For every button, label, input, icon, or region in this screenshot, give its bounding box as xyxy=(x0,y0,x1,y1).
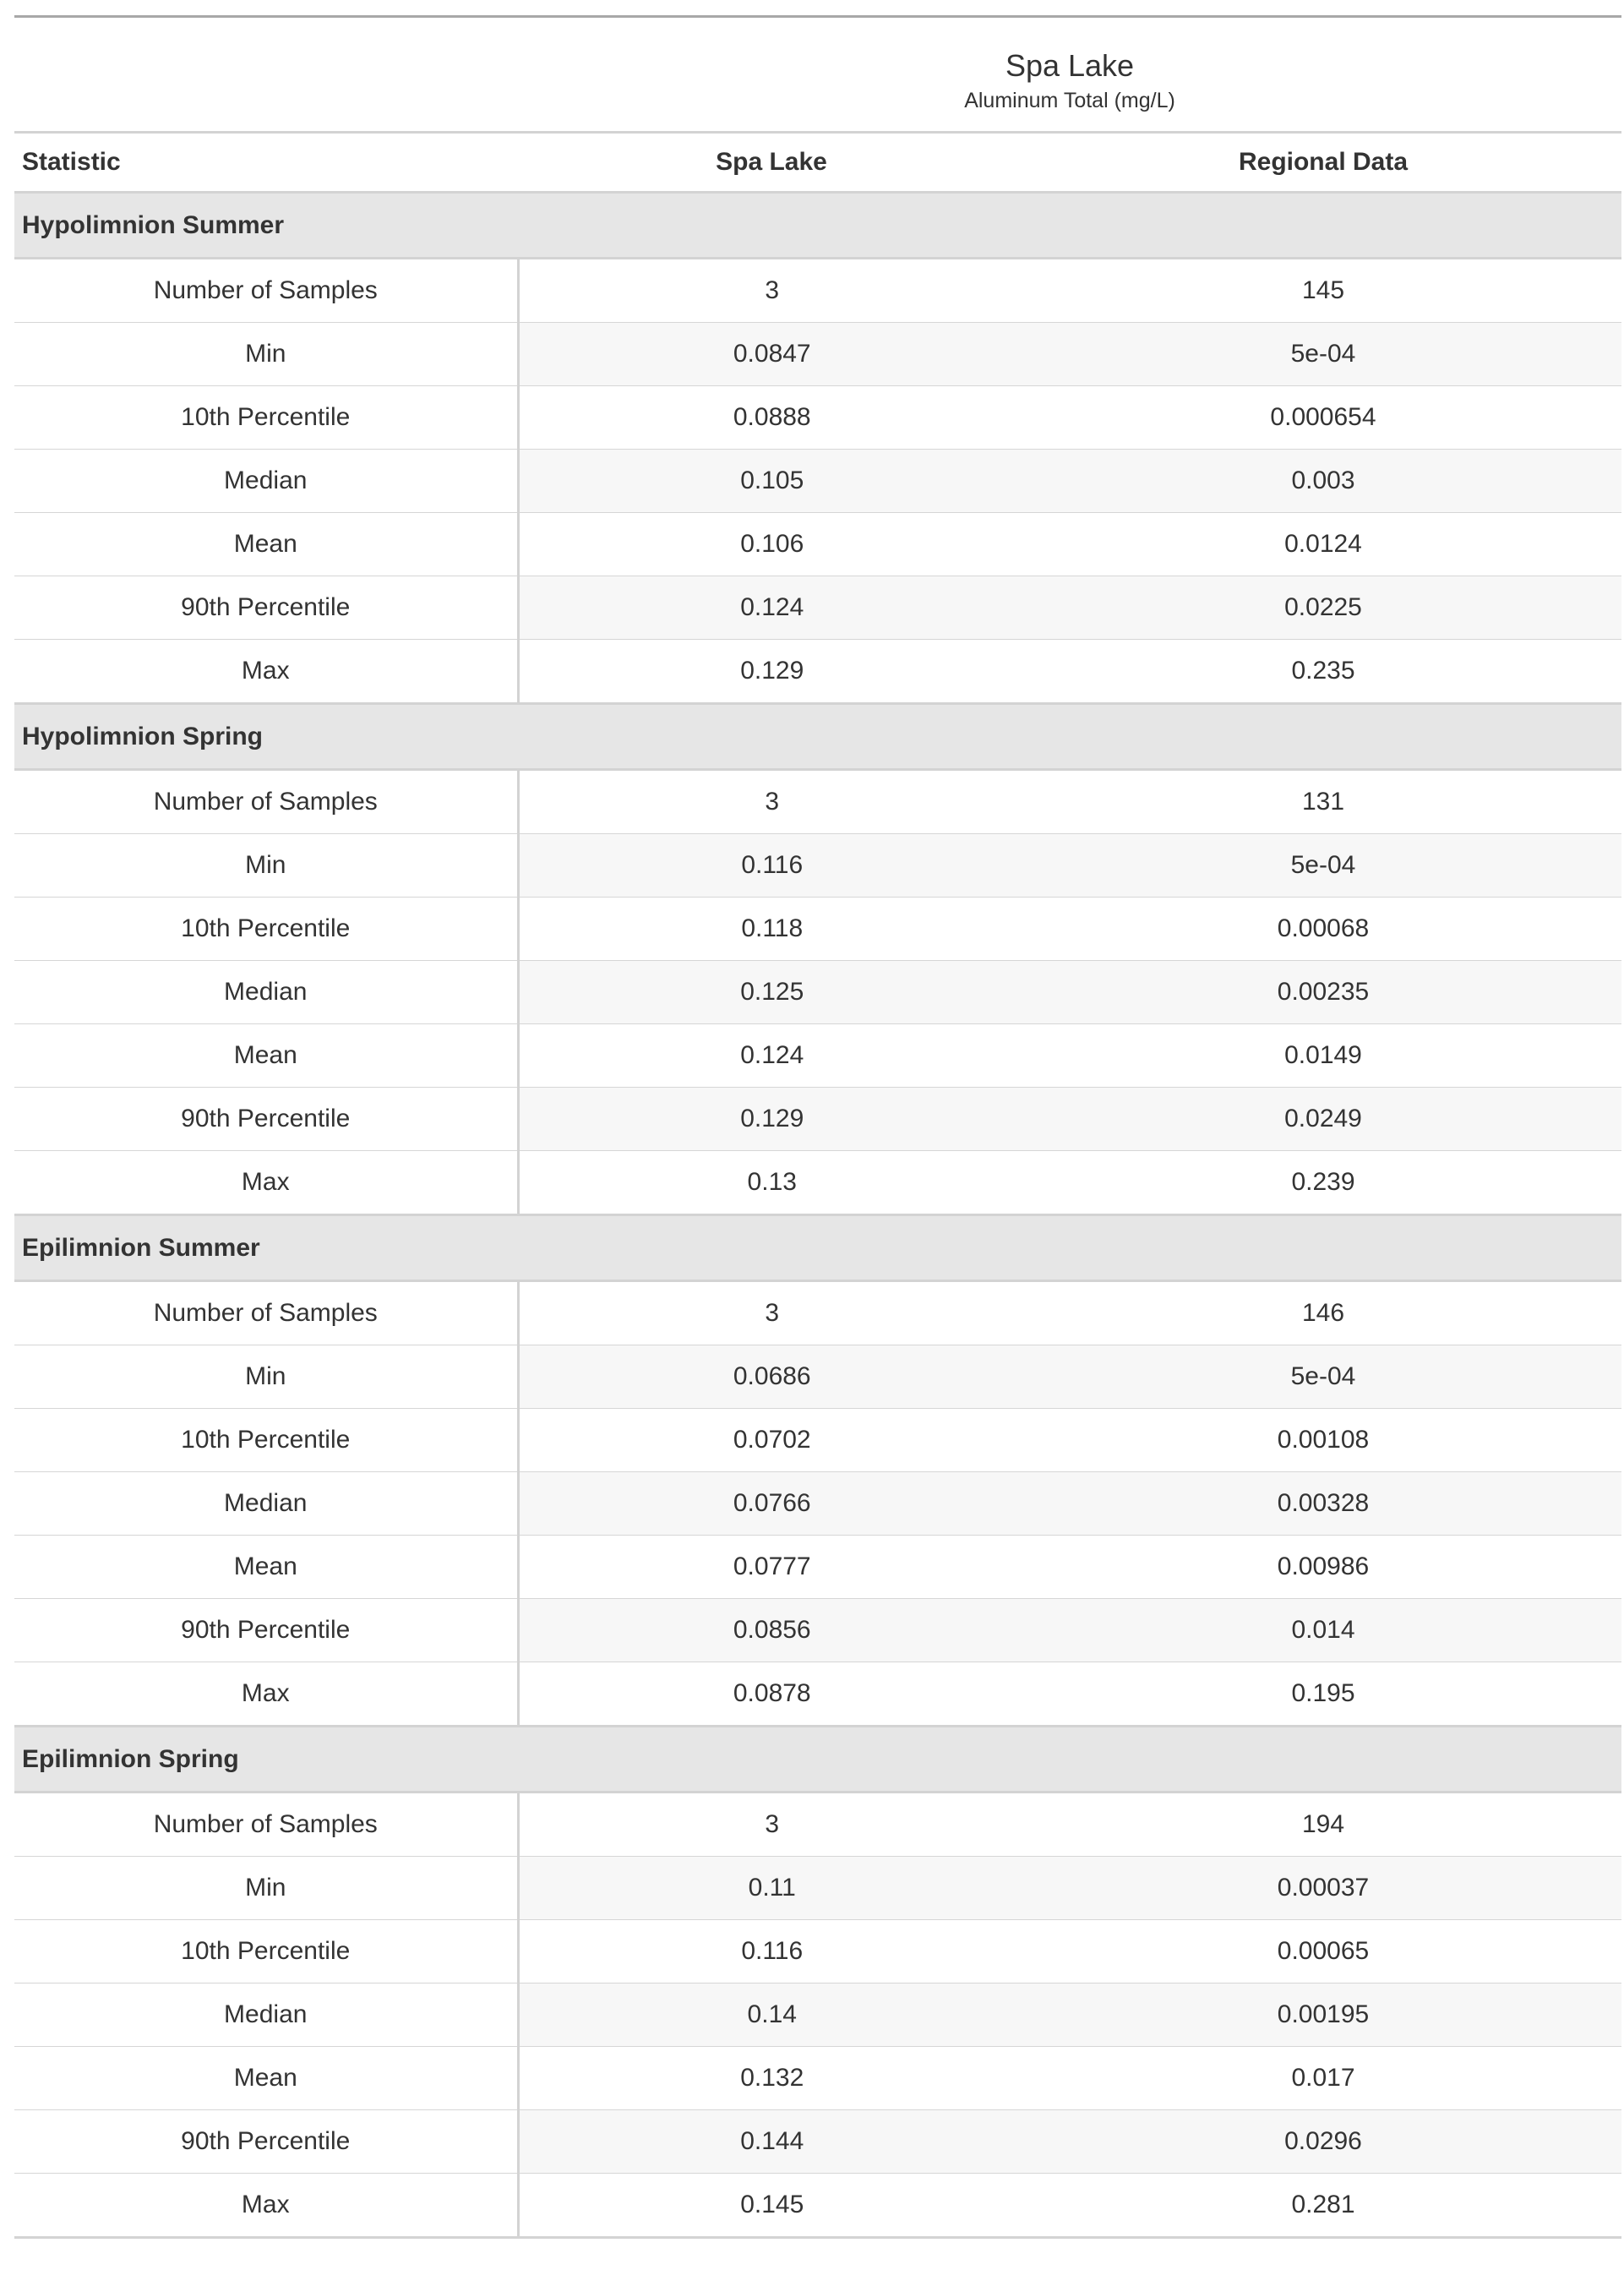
site-value-cell: 0.118 xyxy=(518,898,1025,961)
statistic-cell: Min xyxy=(14,1857,518,1920)
group-header-row xyxy=(14,1215,1621,1281)
regional-value-cell: 0.000654 xyxy=(1025,386,1621,450)
table-row xyxy=(14,834,1621,898)
table-row xyxy=(14,1536,1621,1599)
table-row xyxy=(14,1151,1621,1215)
regional-value-cell: 0.195 xyxy=(1025,1662,1621,1727)
site-value-cell: 3 xyxy=(518,770,1025,834)
statistic-cell: Median xyxy=(14,1984,518,2047)
statistic-cell: 10th Percentile xyxy=(14,898,518,961)
regional-value-cell: 0.00065 xyxy=(1025,1920,1621,1984)
statistic-cell: 10th Percentile xyxy=(14,1920,518,1984)
table-row xyxy=(14,259,1621,323)
statistic-cell: Number of Samples xyxy=(14,1793,518,1857)
statistic-cell: Min xyxy=(14,834,518,898)
site-value-cell: 0.132 xyxy=(518,2047,1025,2110)
table-row xyxy=(14,1984,1621,2047)
site-value-cell: 0.13 xyxy=(518,1151,1025,1215)
site-value-cell: 0.144 xyxy=(518,2110,1025,2174)
regional-value-cell: 0.00235 xyxy=(1025,961,1621,1024)
table-row xyxy=(14,898,1621,961)
regional-value-cell: 5e-04 xyxy=(1025,323,1621,386)
regional-value-cell: 145 xyxy=(1025,259,1621,323)
table-row xyxy=(14,1345,1621,1409)
table-row xyxy=(14,770,1621,834)
site-value-cell: 0.0888 xyxy=(518,386,1025,450)
site-value-cell: 0.11 xyxy=(518,1857,1025,1920)
table-row xyxy=(14,1857,1621,1920)
regional-value-cell: 0.00068 xyxy=(1025,898,1621,961)
regional-value-cell: 0.281 xyxy=(1025,2174,1621,2238)
table-row xyxy=(14,576,1621,640)
regional-value-cell: 0.235 xyxy=(1025,640,1621,704)
site-value-cell: 3 xyxy=(518,259,1025,323)
statistic-cell: Number of Samples xyxy=(14,770,518,834)
regional-value-cell: 0.0225 xyxy=(1025,576,1621,640)
site-value-cell: 0.0856 xyxy=(518,1599,1025,1662)
statistic-cell: Max xyxy=(14,1151,518,1215)
group-header-row xyxy=(14,193,1621,259)
regional-value-cell: 0.014 xyxy=(1025,1599,1621,1662)
site-value-cell: 0.106 xyxy=(518,513,1025,576)
regional-value-cell: 0.017 xyxy=(1025,2047,1621,2110)
regional-value-cell: 0.239 xyxy=(1025,1151,1621,1215)
statistic-cell: Max xyxy=(14,640,518,704)
site-value-cell: 0.0702 xyxy=(518,1409,1025,1472)
regional-value-cell: 0.0124 xyxy=(1025,513,1621,576)
statistic-cell: 10th Percentile xyxy=(14,1409,518,1472)
table-row xyxy=(14,2110,1621,2174)
site-value-cell: 0.0847 xyxy=(518,323,1025,386)
table-row xyxy=(14,1793,1621,1857)
site-value-cell: 0.0878 xyxy=(518,1662,1025,1727)
site-value-cell: 0.129 xyxy=(518,640,1025,704)
statistic-cell: Max xyxy=(14,2174,518,2238)
table-body xyxy=(14,193,1621,2238)
table-row xyxy=(14,1662,1621,1727)
site-value-cell: 0.124 xyxy=(518,1024,1025,1088)
statistic-cell: Median xyxy=(14,1472,518,1536)
group-label: Hypolimnion Spring xyxy=(14,704,1621,770)
statistic-cell: 90th Percentile xyxy=(14,1088,518,1151)
statistic-cell: Min xyxy=(14,1345,518,1409)
group-label: Hypolimnion Summer xyxy=(14,193,1621,259)
regional-value-cell: 0.003 xyxy=(1025,450,1621,513)
table-row xyxy=(14,450,1621,513)
table-row xyxy=(14,323,1621,386)
table-row xyxy=(14,1409,1621,1472)
table-title: Spa Lake xyxy=(1005,48,1135,83)
table-row xyxy=(14,2047,1621,2110)
table-row xyxy=(14,2174,1621,2238)
regional-value-cell: 0.00108 xyxy=(1025,1409,1621,1472)
statistic-cell: 10th Percentile xyxy=(14,386,518,450)
regional-value-cell: 194 xyxy=(1025,1793,1621,1857)
column-header-row xyxy=(14,133,1621,193)
site-value-cell: 0.125 xyxy=(518,961,1025,1024)
statistic-cell: Max xyxy=(14,1662,518,1727)
regional-value-cell: 5e-04 xyxy=(1025,1345,1621,1409)
statistic-cell: Mean xyxy=(14,1024,518,1088)
group-header-row xyxy=(14,704,1621,770)
regional-value-cell: 5e-04 xyxy=(1025,834,1621,898)
table-row xyxy=(14,1472,1621,1536)
stats-table-container xyxy=(14,15,1621,2239)
statistic-cell: Median xyxy=(14,961,518,1024)
regional-value-cell: 146 xyxy=(1025,1281,1621,1345)
statistic-cell: Median xyxy=(14,450,518,513)
group-header-row xyxy=(14,1727,1621,1793)
table-row xyxy=(14,513,1621,576)
site-value-cell: 0.0777 xyxy=(518,1536,1025,1599)
statistic-cell: Mean xyxy=(14,513,518,576)
column-header-site: Spa Lake xyxy=(518,133,1025,193)
statistic-cell: Number of Samples xyxy=(14,1281,518,1345)
site-value-cell: 3 xyxy=(518,1281,1025,1345)
table-subtitle: Aluminum Total (mg/L) xyxy=(518,89,1621,133)
table-row xyxy=(14,961,1621,1024)
column-header-statistic: Statistic xyxy=(14,133,518,193)
regional-value-cell: 0.0249 xyxy=(1025,1088,1621,1151)
site-value-cell: 0.116 xyxy=(518,834,1025,898)
summary-statistics-table xyxy=(14,15,1621,2239)
regional-value-cell: 0.00195 xyxy=(1025,1984,1621,2047)
table-title-row xyxy=(14,17,1621,90)
table-row xyxy=(14,1088,1621,1151)
site-value-cell: 0.0766 xyxy=(518,1472,1025,1536)
column-header-regional: Regional Data xyxy=(1025,133,1621,193)
table-row xyxy=(14,386,1621,450)
site-value-cell: 0.14 xyxy=(518,1984,1025,2047)
group-label: Epilimnion Spring xyxy=(14,1727,1621,1793)
statistic-cell: Min xyxy=(14,323,518,386)
statistic-cell: Mean xyxy=(14,2047,518,2110)
regional-value-cell: 0.00986 xyxy=(1025,1536,1621,1599)
site-value-cell: 3 xyxy=(518,1793,1025,1857)
table-row xyxy=(14,1281,1621,1345)
site-value-cell: 0.116 xyxy=(518,1920,1025,1984)
table-subtitle-row xyxy=(14,89,1621,133)
site-value-cell: 0.145 xyxy=(518,2174,1025,2238)
table-row xyxy=(14,640,1621,704)
site-value-cell: 0.124 xyxy=(518,576,1025,640)
table-row xyxy=(14,1920,1621,1984)
table-row xyxy=(14,1599,1621,1662)
statistic-cell: Mean xyxy=(14,1536,518,1599)
site-value-cell: 0.129 xyxy=(518,1088,1025,1151)
site-value-cell: 0.105 xyxy=(518,450,1025,513)
statistic-cell: 90th Percentile xyxy=(14,576,518,640)
group-label: Epilimnion Summer xyxy=(14,1215,1621,1281)
statistic-cell: 90th Percentile xyxy=(14,2110,518,2174)
table-row xyxy=(14,1024,1621,1088)
regional-value-cell: 0.00328 xyxy=(1025,1472,1621,1536)
regional-value-cell: 131 xyxy=(1025,770,1621,834)
statistic-cell: Number of Samples xyxy=(14,259,518,323)
regional-value-cell: 0.0149 xyxy=(1025,1024,1621,1088)
regional-value-cell: 0.0296 xyxy=(1025,2110,1621,2174)
statistic-cell: 90th Percentile xyxy=(14,1599,518,1662)
regional-value-cell: 0.00037 xyxy=(1025,1857,1621,1920)
site-value-cell: 0.0686 xyxy=(518,1345,1025,1409)
